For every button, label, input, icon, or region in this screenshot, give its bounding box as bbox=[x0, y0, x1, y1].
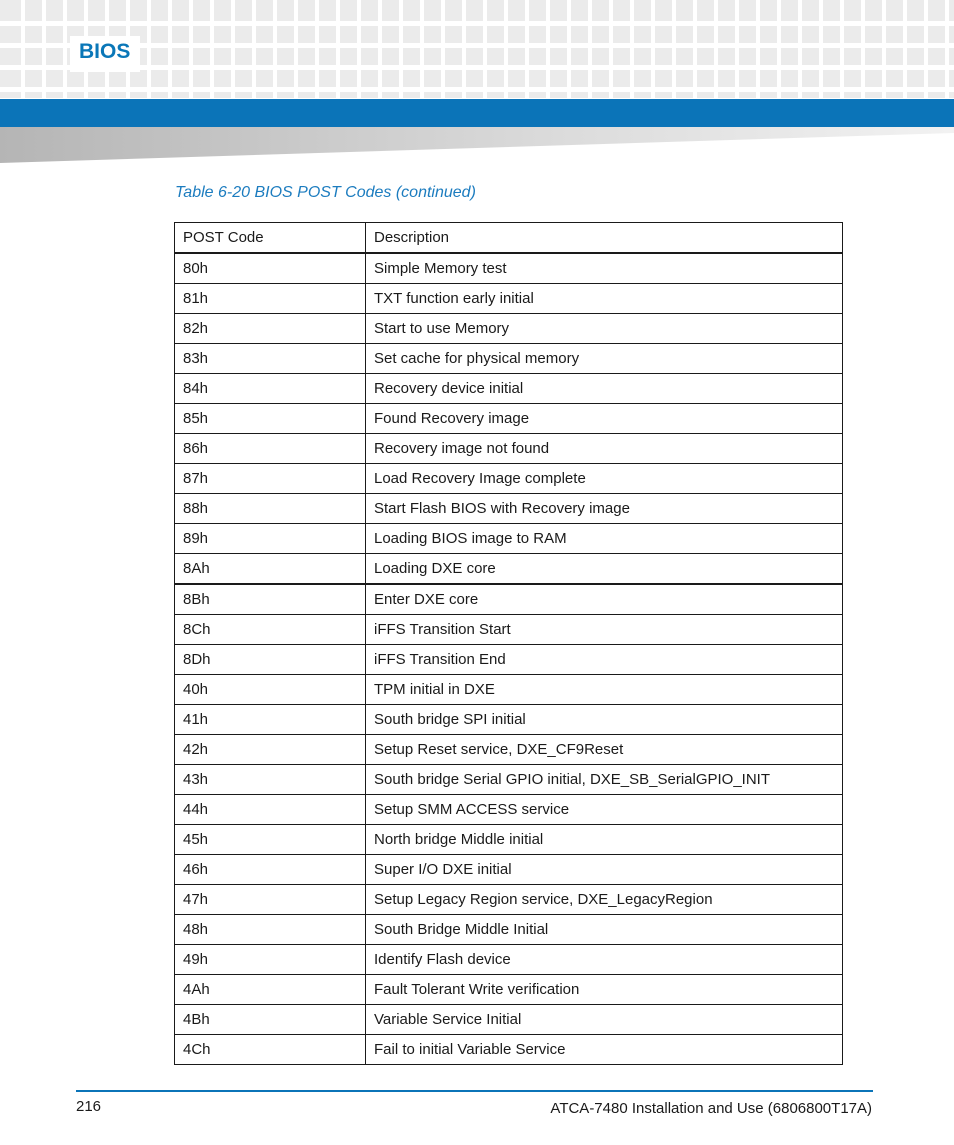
table-row bbox=[175, 1005, 843, 1035]
table-row bbox=[175, 825, 843, 855]
column-header-post-code: POST Code bbox=[175, 223, 366, 254]
post-code-cell: 80h bbox=[175, 253, 366, 284]
description-cell: Super I/O DXE initial bbox=[366, 855, 843, 885]
document-reference: ATCA-7480 Installation and Use (6806800T17A) bbox=[550, 1100, 872, 1117]
description-cell: Fault Tolerant Write verification bbox=[366, 975, 843, 1005]
post-code-cell: 81h bbox=[175, 284, 366, 314]
table-row bbox=[175, 434, 843, 464]
post-code-cell: 85h bbox=[175, 404, 366, 434]
post-code-cell: 4Bh bbox=[175, 1005, 366, 1035]
post-code-cell: 48h bbox=[175, 915, 366, 945]
table-row bbox=[175, 945, 843, 975]
post-code-cell: 44h bbox=[175, 795, 366, 825]
post-code-cell: 45h bbox=[175, 825, 366, 855]
description-cell: Simple Memory test bbox=[366, 253, 843, 284]
column-header-description: Description bbox=[366, 223, 843, 254]
post-code-cell: 86h bbox=[175, 434, 366, 464]
table-row bbox=[175, 404, 843, 434]
table-row bbox=[175, 314, 843, 344]
table-row bbox=[175, 795, 843, 825]
post-code-cell: 41h bbox=[175, 705, 366, 735]
description-cell: South Bridge Middle Initial bbox=[366, 915, 843, 945]
post-code-cell: 8Ah bbox=[175, 554, 366, 585]
post-code-cell: 83h bbox=[175, 344, 366, 374]
description-cell: Loading BIOS image to RAM bbox=[366, 524, 843, 554]
header-pattern bbox=[0, 0, 954, 98]
post-code-cell: 89h bbox=[175, 524, 366, 554]
post-code-cell: 47h bbox=[175, 885, 366, 915]
description-cell: Load Recovery Image complete bbox=[366, 464, 843, 494]
table-row bbox=[175, 735, 843, 765]
page-number: 216 bbox=[76, 1098, 102, 1115]
table-row bbox=[175, 915, 843, 945]
description-cell: Recovery device initial bbox=[366, 374, 843, 404]
description-cell: Recovery image not found bbox=[366, 434, 843, 464]
post-code-cell: 84h bbox=[175, 374, 366, 404]
description-cell: Set cache for physical memory bbox=[366, 344, 843, 374]
table-body bbox=[175, 253, 843, 1065]
description-cell: iFFS Transition End bbox=[366, 645, 843, 675]
description-cell: Setup SMM ACCESS service bbox=[366, 795, 843, 825]
post-code-cell: 43h bbox=[175, 765, 366, 795]
table-row bbox=[175, 1035, 843, 1065]
table-row bbox=[175, 464, 843, 494]
table-row bbox=[175, 885, 843, 915]
post-code-cell: 4Ch bbox=[175, 1035, 366, 1065]
table-row bbox=[175, 284, 843, 314]
table-row bbox=[175, 675, 843, 705]
description-cell: Variable Service Initial bbox=[366, 1005, 843, 1035]
table-row bbox=[175, 855, 843, 885]
footer-rule bbox=[76, 1090, 873, 1092]
post-code-cell: 82h bbox=[175, 314, 366, 344]
post-code-cell: 8Bh bbox=[175, 584, 366, 615]
description-cell: Found Recovery image bbox=[366, 404, 843, 434]
post-code-cell: 8Ch bbox=[175, 615, 366, 645]
table-row bbox=[175, 615, 843, 645]
post-code-cell: 40h bbox=[175, 675, 366, 705]
table-row bbox=[175, 645, 843, 675]
post-code-cell: 4Ah bbox=[175, 975, 366, 1005]
table-row bbox=[175, 705, 843, 735]
header-blue-band bbox=[0, 99, 954, 127]
post-code-cell: 49h bbox=[175, 945, 366, 975]
table-row bbox=[175, 494, 843, 524]
table-row bbox=[175, 975, 843, 1005]
table-row bbox=[175, 344, 843, 374]
table-row bbox=[175, 253, 843, 284]
table-row bbox=[175, 524, 843, 554]
description-cell: iFFS Transition Start bbox=[366, 615, 843, 645]
table-row bbox=[175, 584, 843, 615]
description-cell: TPM initial in DXE bbox=[366, 675, 843, 705]
table-row bbox=[175, 765, 843, 795]
header-gray-swoosh bbox=[0, 127, 954, 163]
description-cell: Enter DXE core bbox=[366, 584, 843, 615]
post-code-cell: 88h bbox=[175, 494, 366, 524]
section-title: BIOS bbox=[79, 40, 131, 63]
description-cell: TXT function early initial bbox=[366, 284, 843, 314]
description-cell: Start to use Memory bbox=[366, 314, 843, 344]
header-tile-pattern bbox=[0, 0, 954, 98]
table-row bbox=[175, 374, 843, 404]
post-code-cell: 42h bbox=[175, 735, 366, 765]
description-cell: South bridge Serial GPIO initial, DXE_SB_SerialGPIO_INIT bbox=[366, 765, 843, 795]
description-cell: Start Flash BIOS with Recovery image bbox=[366, 494, 843, 524]
description-cell: Fail to initial Variable Service bbox=[366, 1035, 843, 1065]
description-cell: Setup Legacy Region service, DXE_LegacyRegion bbox=[366, 885, 843, 915]
post-code-cell: 8Dh bbox=[175, 645, 366, 675]
table-header-row bbox=[175, 223, 843, 254]
post-code-cell: 46h bbox=[175, 855, 366, 885]
description-cell: North bridge Middle initial bbox=[366, 825, 843, 855]
description-cell: Setup Reset service, DXE_CF9Reset bbox=[366, 735, 843, 765]
description-cell: Identify Flash device bbox=[366, 945, 843, 975]
post-code-cell: 87h bbox=[175, 464, 366, 494]
post-codes-table bbox=[174, 222, 843, 1065]
description-cell: South bridge SPI initial bbox=[366, 705, 843, 735]
table-caption: Table 6-20 BIOS POST Codes (continued) bbox=[175, 184, 476, 201]
description-cell: Loading DXE core bbox=[366, 554, 843, 585]
table-row bbox=[175, 554, 843, 585]
